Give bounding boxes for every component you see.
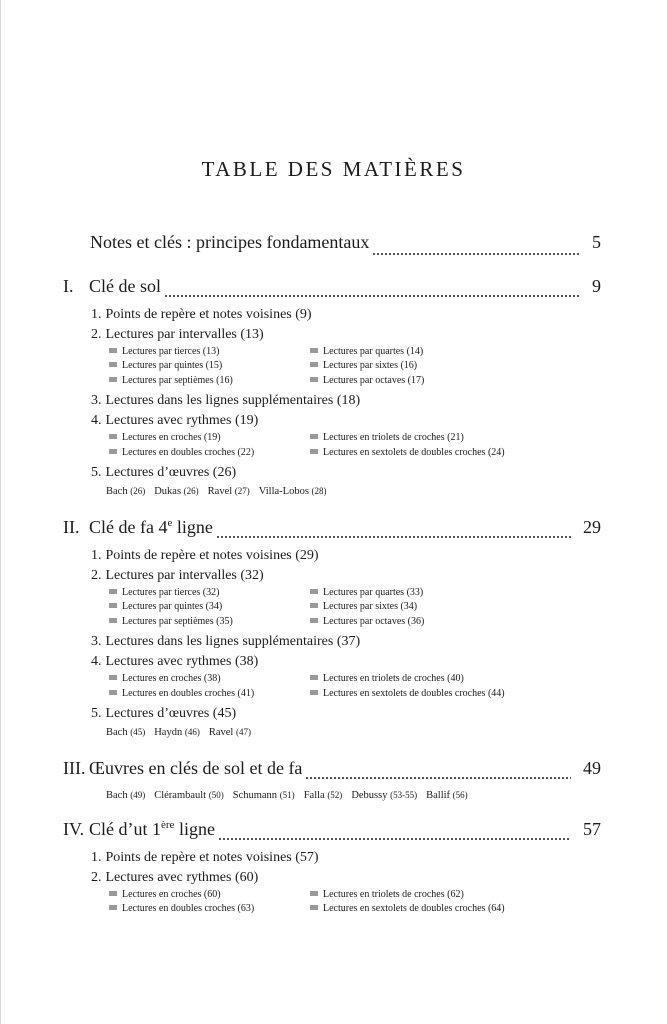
subsection-row xyxy=(109,888,667,902)
entry-page: 5 xyxy=(592,232,601,252)
square-bullet-icon xyxy=(109,905,117,910)
subsection-row xyxy=(109,672,667,686)
section-number: 5. xyxy=(91,705,102,721)
section-number: 1. xyxy=(91,849,102,865)
square-bullet-icon xyxy=(109,589,117,594)
work-name: Dukas xyxy=(154,485,182,497)
superscript: e xyxy=(167,516,173,529)
toc-section[interactable] xyxy=(0,411,667,431)
work-page: (26) xyxy=(130,485,146,496)
section-label: Lectures d’œuvres (45) xyxy=(105,705,237,721)
subsection-grid xyxy=(0,431,667,460)
section-label: Lectures dans les lignes supplémentaires (37) xyxy=(105,634,361,650)
subsection-item[interactable] xyxy=(310,345,423,359)
subsection-row xyxy=(109,374,667,388)
toc-chapter[interactable] xyxy=(0,517,667,543)
work-page: (50) xyxy=(208,789,224,800)
works-list xyxy=(0,724,667,740)
dot-leader xyxy=(372,253,580,255)
work-entry[interactable] xyxy=(351,787,417,804)
work-page: (51) xyxy=(279,789,295,800)
chapter-label: Œuvres en clés de sol et de fa xyxy=(89,757,303,778)
subsection-label: Lectures en triolets de croches (62) xyxy=(323,888,464,900)
subsection-row xyxy=(109,687,667,701)
subsection-grid xyxy=(0,888,667,917)
toc-entry-intro[interactable] xyxy=(0,232,667,260)
subsection-item[interactable] xyxy=(310,586,423,600)
square-bullet-icon xyxy=(310,675,318,680)
subsection-label: Lectures en triolets de croches (21) xyxy=(323,432,464,444)
subsection-label: Lectures en triolets de croches (40) xyxy=(323,673,464,685)
subsection-label: Lectures en croches (19) xyxy=(122,432,221,444)
subsection-item[interactable] xyxy=(109,345,219,359)
section-number: 3. xyxy=(91,634,102,650)
section-label: Points de repère et notes voisines (29) xyxy=(105,547,319,563)
square-bullet-icon xyxy=(310,362,318,367)
toc-section[interactable] xyxy=(0,868,667,888)
subsection-label: Lectures par quintes (34) xyxy=(122,601,223,613)
subsection-label: Lectures par sixtes (16) xyxy=(323,360,418,372)
chapter-label: Clé d’ut 1ère ligne xyxy=(89,818,215,839)
subsection-row xyxy=(109,586,667,600)
square-bullet-icon xyxy=(109,690,117,695)
chapter-number: II. xyxy=(63,516,80,537)
section-number: 4. xyxy=(91,654,102,670)
work-entry[interactable] xyxy=(106,787,145,804)
subsection-label: Lectures par octaves (17) xyxy=(323,374,425,386)
work-entry[interactable] xyxy=(208,483,250,500)
square-bullet-icon xyxy=(310,377,318,382)
chapter-number: I. xyxy=(63,276,74,296)
work-page: (46) xyxy=(184,726,200,737)
section-label: Lectures avec rythmes (19) xyxy=(105,413,259,429)
work-entry[interactable] xyxy=(106,483,145,500)
section-number: 2. xyxy=(91,869,102,885)
subsection-item[interactable] xyxy=(310,446,505,460)
subsection-label: Lectures par octaves (36) xyxy=(323,615,425,627)
work-name: Ravel xyxy=(207,485,233,497)
square-bullet-icon xyxy=(109,603,117,608)
square-bullet-icon xyxy=(310,589,318,594)
subsection-label: Lectures par septièmes (16) xyxy=(122,374,233,386)
square-bullet-icon xyxy=(310,690,318,695)
subsection-label: Lectures par quintes (15) xyxy=(122,360,223,372)
subsection-item[interactable] xyxy=(109,672,221,686)
section-label: Lectures avec rythmes (38) xyxy=(105,654,259,670)
work-entry[interactable] xyxy=(209,724,251,741)
subsection-label: Lectures en doubles croches (63) xyxy=(122,903,255,915)
toc-chapter[interactable] xyxy=(0,758,667,784)
square-bullet-icon xyxy=(109,618,117,623)
subsection-row xyxy=(109,446,667,460)
section-label: Lectures d’œuvres (26) xyxy=(105,464,237,480)
subsection-row xyxy=(109,600,667,614)
square-bullet-icon xyxy=(109,348,117,353)
dot-leader xyxy=(164,295,580,297)
works-list xyxy=(0,787,667,803)
subsection-row xyxy=(109,431,667,445)
section-label: Lectures par intervalles (32) xyxy=(105,567,264,583)
work-page: (27) xyxy=(234,485,250,496)
chapter-page: 57 xyxy=(583,818,601,839)
square-bullet-icon xyxy=(109,377,117,382)
subsection-item[interactable] xyxy=(109,446,254,460)
page-title: TABLE DES MATIÈRES xyxy=(201,157,466,181)
chapter-number: III. xyxy=(63,757,86,778)
work-entry[interactable] xyxy=(154,724,200,741)
subsection-item[interactable] xyxy=(310,615,424,629)
square-bullet-icon xyxy=(109,449,117,454)
subsection-label: Lectures par tierces (13) xyxy=(122,346,220,357)
toc-chapter[interactable] xyxy=(0,819,667,845)
subsection-label: Lectures par sixtes (34) xyxy=(323,601,418,613)
work-entry[interactable] xyxy=(106,724,145,741)
toc-section[interactable] xyxy=(0,325,667,345)
work-page: (26) xyxy=(183,485,199,496)
work-name: Haydn xyxy=(154,726,183,738)
subsection-grid xyxy=(0,345,667,388)
subsection-grid xyxy=(0,586,667,629)
work-entry[interactable] xyxy=(154,787,224,804)
work-name: Bach xyxy=(106,485,128,497)
subsection-row xyxy=(109,359,667,373)
work-entry[interactable] xyxy=(233,787,295,804)
work-name: Clérambault xyxy=(154,789,207,801)
toc-chapter[interactable] xyxy=(0,276,667,302)
work-name: Ravel xyxy=(208,726,234,738)
subsection-item[interactable] xyxy=(109,687,254,701)
subsection-item[interactable] xyxy=(109,586,219,600)
section-number: 3. xyxy=(91,393,102,409)
dot-leader xyxy=(216,536,571,538)
section-number: 4. xyxy=(91,413,102,429)
work-page: (56) xyxy=(452,789,468,800)
subsection-row xyxy=(109,902,667,916)
subsection-item[interactable] xyxy=(310,374,424,388)
subsection-item[interactable] xyxy=(310,687,505,701)
work-name: Debussy xyxy=(351,789,388,801)
square-bullet-icon xyxy=(310,348,318,353)
section-number: 1. xyxy=(91,547,102,563)
subsection-item[interactable] xyxy=(310,902,505,916)
subsection-label: Lectures en doubles croches (41) xyxy=(122,687,255,699)
toc-section[interactable] xyxy=(0,463,667,483)
subsection-label: Lectures par quartes (33) xyxy=(323,586,424,598)
section-label: Lectures dans les lignes supplémentaires (18) xyxy=(105,393,361,409)
chapter-page: 49 xyxy=(583,757,601,778)
subsection-label: Lectures par quartes (14) xyxy=(323,346,424,357)
toc-section[interactable] xyxy=(0,704,667,724)
square-bullet-icon xyxy=(310,891,318,896)
square-bullet-icon xyxy=(109,891,117,896)
subsection-row xyxy=(109,345,667,359)
square-bullet-icon xyxy=(310,434,318,439)
subsection-label: Lectures en sextolets de doubles croches (24) xyxy=(323,446,505,458)
work-name: Falla xyxy=(303,789,325,801)
work-entry[interactable] xyxy=(304,787,343,804)
work-entry[interactable] xyxy=(259,483,327,500)
section-number: 2. xyxy=(91,567,102,583)
section-number: 5. xyxy=(91,464,102,480)
subsection-label: Lectures en sextolets de doubles croches (44) xyxy=(323,687,505,699)
square-bullet-icon xyxy=(310,905,318,910)
subsection-item[interactable] xyxy=(109,600,222,614)
toc-section[interactable] xyxy=(0,391,667,411)
square-bullet-icon xyxy=(310,603,318,608)
subsection-item[interactable] xyxy=(109,359,222,373)
work-entry[interactable] xyxy=(154,483,198,500)
section-label: Lectures avec rythmes (60) xyxy=(105,869,259,885)
square-bullet-icon xyxy=(310,618,318,623)
subsection-item[interactable] xyxy=(310,600,417,614)
chapter-page: 29 xyxy=(583,516,601,537)
chapter-page: 9 xyxy=(592,276,601,296)
subsection-label: Lectures par septièmes (35) xyxy=(122,615,233,627)
works-list xyxy=(0,483,667,499)
work-page: (45) xyxy=(130,726,146,737)
work-page: (53-55) xyxy=(390,789,418,800)
subsection-grid xyxy=(0,672,667,701)
subsection-item[interactable] xyxy=(310,431,464,445)
section-number: 1. xyxy=(91,307,102,322)
chapter-label: Clé de sol xyxy=(89,276,161,296)
toc-section[interactable] xyxy=(0,848,667,868)
subsection-item[interactable] xyxy=(109,888,221,902)
dot-leader xyxy=(218,838,571,840)
subsection-row xyxy=(109,615,667,629)
toc-section[interactable] xyxy=(0,305,667,325)
work-page: (52) xyxy=(327,789,343,800)
square-bullet-icon xyxy=(310,449,318,454)
section-label: Points de repère et notes voisines (9) xyxy=(105,307,312,322)
toc-section[interactable] xyxy=(0,632,667,652)
entry-label: Notes et clés : principes fondamentaux xyxy=(90,232,370,252)
subsection-item[interactable] xyxy=(109,902,254,916)
subsection-item[interactable] xyxy=(109,615,233,629)
subsection-label: Lectures en croches (38) xyxy=(122,673,221,685)
square-bullet-icon xyxy=(109,434,117,439)
work-name: Bach xyxy=(106,726,128,738)
work-name: Bach xyxy=(106,789,128,801)
work-name: Schumann xyxy=(232,789,278,801)
toc-section[interactable] xyxy=(0,546,667,566)
section-label: Lectures par intervalles (13) xyxy=(105,327,264,342)
subsection-label: Lectures en croches (60) xyxy=(122,888,221,900)
toc-section[interactable] xyxy=(0,652,667,672)
section-number: 2. xyxy=(91,327,102,342)
subsection-label: Lectures en sextolets de doubles croches (64) xyxy=(323,903,505,915)
work-name: Villa-Lobos xyxy=(258,485,309,497)
work-page: (28) xyxy=(311,485,327,496)
subsection-item[interactable] xyxy=(109,374,233,388)
table-of-contents xyxy=(0,232,667,936)
subsection-label: Lectures par tierces (32) xyxy=(122,586,220,598)
subsection-item[interactable] xyxy=(310,672,464,686)
work-page: (49) xyxy=(130,789,146,800)
work-entry[interactable] xyxy=(426,787,468,804)
square-bullet-icon xyxy=(109,675,117,680)
work-page: (47) xyxy=(235,726,251,737)
square-bullet-icon xyxy=(109,362,117,367)
subsection-item[interactable] xyxy=(109,431,221,445)
toc-section[interactable] xyxy=(0,566,667,586)
section-label: Points de repère et notes voisines (57) xyxy=(105,849,319,865)
chapter-label: Clé de fa 4e ligne xyxy=(89,516,213,537)
chapter-number: IV. xyxy=(63,818,85,839)
dot-leader xyxy=(305,777,571,779)
subsection-item[interactable] xyxy=(310,888,464,902)
work-name: Ballif xyxy=(426,789,451,801)
subsection-label: Lectures en doubles croches (22) xyxy=(122,446,255,458)
subsection-item[interactable] xyxy=(310,359,417,373)
superscript: ère xyxy=(161,818,175,831)
